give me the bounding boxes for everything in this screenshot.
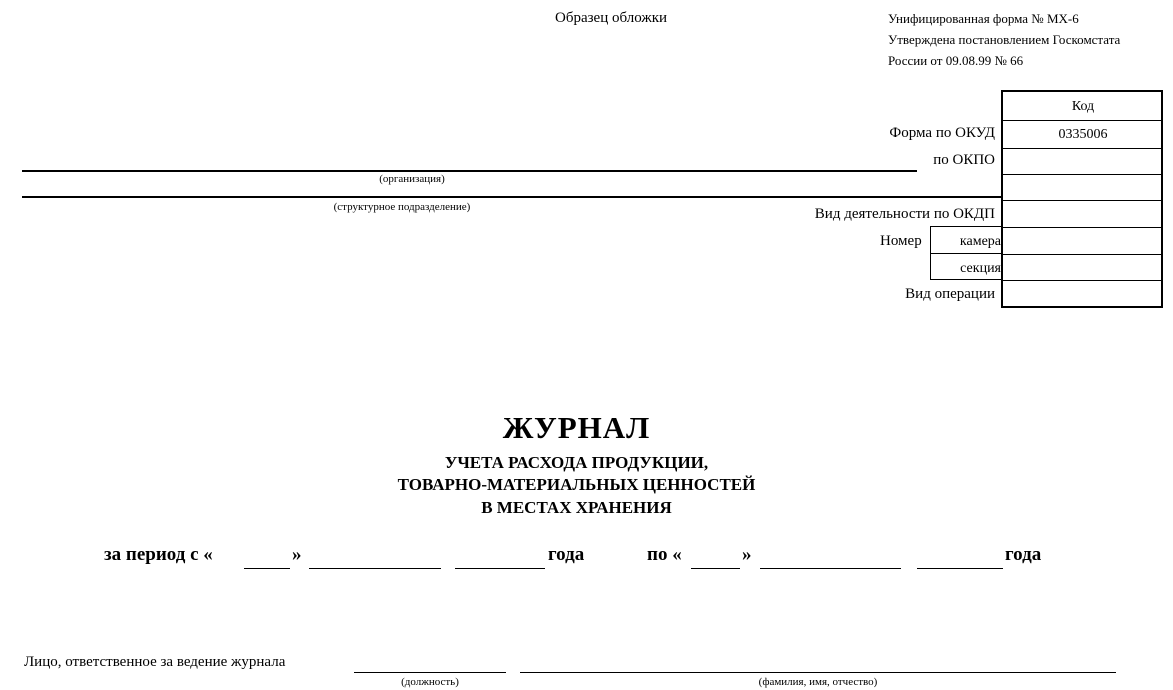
okpo-extra-cell[interactable] bbox=[1003, 174, 1163, 200]
journal-title: ЖУРНАЛ bbox=[502, 410, 651, 445]
subdivision-line[interactable] bbox=[22, 196, 1002, 198]
section-value[interactable] bbox=[1003, 254, 1163, 280]
period-to-year-field[interactable] bbox=[917, 568, 1003, 569]
position-field[interactable] bbox=[354, 672, 506, 673]
organization-line[interactable] bbox=[22, 170, 917, 172]
full-name-caption: (фамилия, имя, отчество) bbox=[758, 676, 878, 688]
number-label: Номер bbox=[880, 233, 922, 249]
full-name-field[interactable] bbox=[520, 672, 1116, 673]
period-to-month-field[interactable] bbox=[760, 568, 901, 569]
period-from-year-field[interactable] bbox=[455, 568, 545, 569]
responsible-label: Лицо, ответственное за ведение журнала bbox=[24, 654, 286, 670]
period-to-prefix: по « bbox=[647, 544, 682, 565]
form-name: Унифицированная форма № МХ-6 bbox=[888, 11, 1079, 26]
code-header: Код bbox=[1071, 99, 1095, 114]
period-from-prefix: за период с « bbox=[104, 544, 213, 565]
period-from-quote: » bbox=[292, 544, 302, 565]
period-from-day-field[interactable] bbox=[244, 568, 290, 569]
position-caption: (должность) bbox=[401, 676, 459, 688]
title-line-2: ТОВАРНО-МАТЕРИАЛЬНЫХ ЦЕННОСТЕЙ bbox=[397, 475, 756, 494]
approved-by: Утверждена постановлением Госкомстата bbox=[888, 32, 1121, 47]
subdivision-caption: (структурное подразделение) bbox=[333, 201, 471, 213]
period-to-year-word: года bbox=[1005, 544, 1042, 565]
okpo-value[interactable] bbox=[1003, 148, 1163, 174]
section-label: секция bbox=[960, 261, 1001, 276]
sample-title: Образец обложки bbox=[555, 10, 668, 26]
period-to-day-field[interactable] bbox=[691, 568, 740, 569]
okdp-value[interactable] bbox=[1003, 200, 1163, 227]
period-to-quote: » bbox=[742, 544, 752, 565]
code-table bbox=[1001, 90, 1163, 308]
okud-label: Форма по ОКУД bbox=[889, 125, 995, 141]
title-line-1: УЧЕТА РАСХОДА ПРОДУКЦИИ, bbox=[444, 453, 709, 472]
period-from-year-word: года bbox=[548, 544, 585, 565]
operation-value[interactable] bbox=[1003, 280, 1163, 306]
title-line-3: В МЕСТАХ ХРАНЕНИЯ bbox=[481, 498, 672, 517]
chamber-label: камера bbox=[931, 227, 1001, 254]
okdp-label: Вид деятельности по ОКДП bbox=[814, 206, 995, 222]
okpo-label: по ОКПО bbox=[933, 152, 995, 168]
operation-label: Вид операции bbox=[905, 286, 995, 302]
number-subbox bbox=[930, 226, 1002, 280]
approved-date: России от 09.08.99 № 66 bbox=[888, 53, 1024, 68]
period-from-month-field[interactable] bbox=[309, 568, 441, 569]
organization-caption: (организация) bbox=[379, 173, 445, 185]
okud-value[interactable]: 0335006 bbox=[1003, 120, 1163, 148]
chamber-value[interactable] bbox=[1003, 227, 1163, 254]
